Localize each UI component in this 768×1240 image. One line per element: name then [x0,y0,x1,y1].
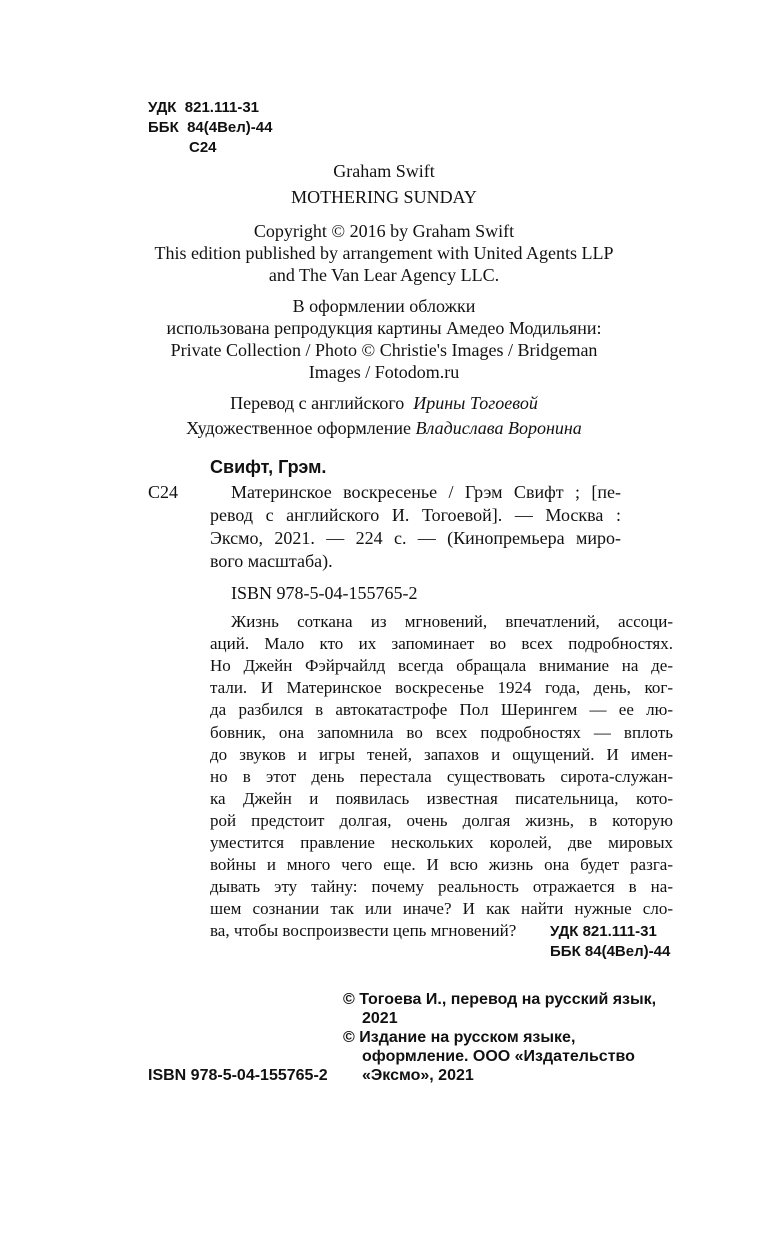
annotation-line: бовник, она запомнила во всех подробностях — вплоть [210,722,673,742]
bbk-label: ББК [148,119,179,136]
original-title: MOTHERING SUNDAY [291,187,477,207]
translation-credit [0,392,768,414]
copyright-line-2: This edition published by arrangement with United Agents LLP [154,243,614,263]
designer-name: Владислава Воронина [415,418,582,438]
udk-line [148,98,259,118]
author-code: С24 [189,139,217,156]
catalog-isbn: ISBN 978-5-04-155765-2 [231,583,418,603]
annotation-line: тали. И Материнское воскресенье 1924 года, день, ког- [210,678,673,698]
udk-label: УДК [148,99,177,116]
bbk-value: 84(4Вел)-44 [187,119,273,136]
annotation-line: аций. Мало кто их запоминает во всех подробностях. [210,634,673,654]
bottom-isbn: ISBN 978-5-04-155765-2 [148,1067,328,1084]
annotation-line: рой предстоит долгая, очень долгая жизнь, в которую [210,810,673,830]
cover-line-2: использована репродукция картины Амедео Модильяни: [166,318,602,338]
copyright-translation-line-1: © Тогоева И., перевод на русский язык, [343,991,657,1008]
copyright-translation-line-2: 2021 [362,1010,398,1027]
catalog-line-2: ревод с английского И. Тогоевой]. — Москва : [210,505,621,525]
annotation-line: ва, чтобы воспроизвести цепь мгновений? [210,921,517,941]
catalog-heading: Свифт, Грэм. [210,457,327,477]
cover-line-4: Images / Fotodom.ru [308,362,460,382]
footer-bbk: ББК 84(4Вел)-44 [550,943,671,960]
annotation-line: да разбился в автокатастрофе Пол Шерингем — ее лю- [210,700,673,720]
catalog-line-1: Материнское воскресенье / Грэм Свифт ; [пе- [231,482,621,502]
copyright-edition-line-1: © Издание на русском языке, [343,1029,576,1046]
udk-value: 821.111-31 [184,99,260,116]
annotation-line: но в этот день перестала существовать сирота-служан- [210,766,673,786]
footer-udk: УДК 821.111-31 [550,923,657,940]
annotation-line: войны и много чего еще. И всю жизнь она будет разга- [210,855,673,875]
design-prefix: Художественное оформление [186,418,412,438]
annotation-line: до звуков и игры теней, запахов и ощущений. И имен- [210,744,673,764]
annotation-line: Но Джейн Фэйрчайлд всегда обращала внимание на де- [210,656,673,676]
cover-line-1: В оформлении обложки [292,296,476,316]
annotation-line: дывать эту тайну: почему реальность отражается в на- [210,877,673,897]
bbk-line [148,118,272,138]
original-author: Graham Swift [333,161,435,181]
copyright-edition-line-2: оформление. ООО «Издательство [362,1048,635,1065]
translation-prefix: Перевод с английского [230,393,405,413]
copyright-line-1: Copyright © 2016 by Graham Swift [253,221,515,241]
catalog-code: С24 [148,482,179,502]
design-credit [0,417,768,439]
annotation-line: уместится правление нескольких королей, две мировых [210,833,673,852]
catalog-line-4: вого масштаба). [210,551,333,571]
cover-line-3: Private Collection / Photo © Christie's Images / Bridgeman [170,340,598,360]
annotation-line: Жизнь соткана из мгновений, впечатлений, ассоци- [231,612,673,631]
annotation-line: ка Джейн и появилась известная писательница, кото- [210,788,673,808]
copyright-edition-line-3: «Эксмо», 2021 [362,1067,474,1084]
catalog-line-3: Эксмо, 2021. — 224 с. — (Кинопремьера миро- [210,528,621,548]
annotation-line: шем сознании так или иначе? И как найти нужные сло- [210,899,673,919]
copyright-line-3: and The Van Lear Agency LLC. [268,265,500,285]
translator-name: Ирины Тогоевой [413,393,538,413]
